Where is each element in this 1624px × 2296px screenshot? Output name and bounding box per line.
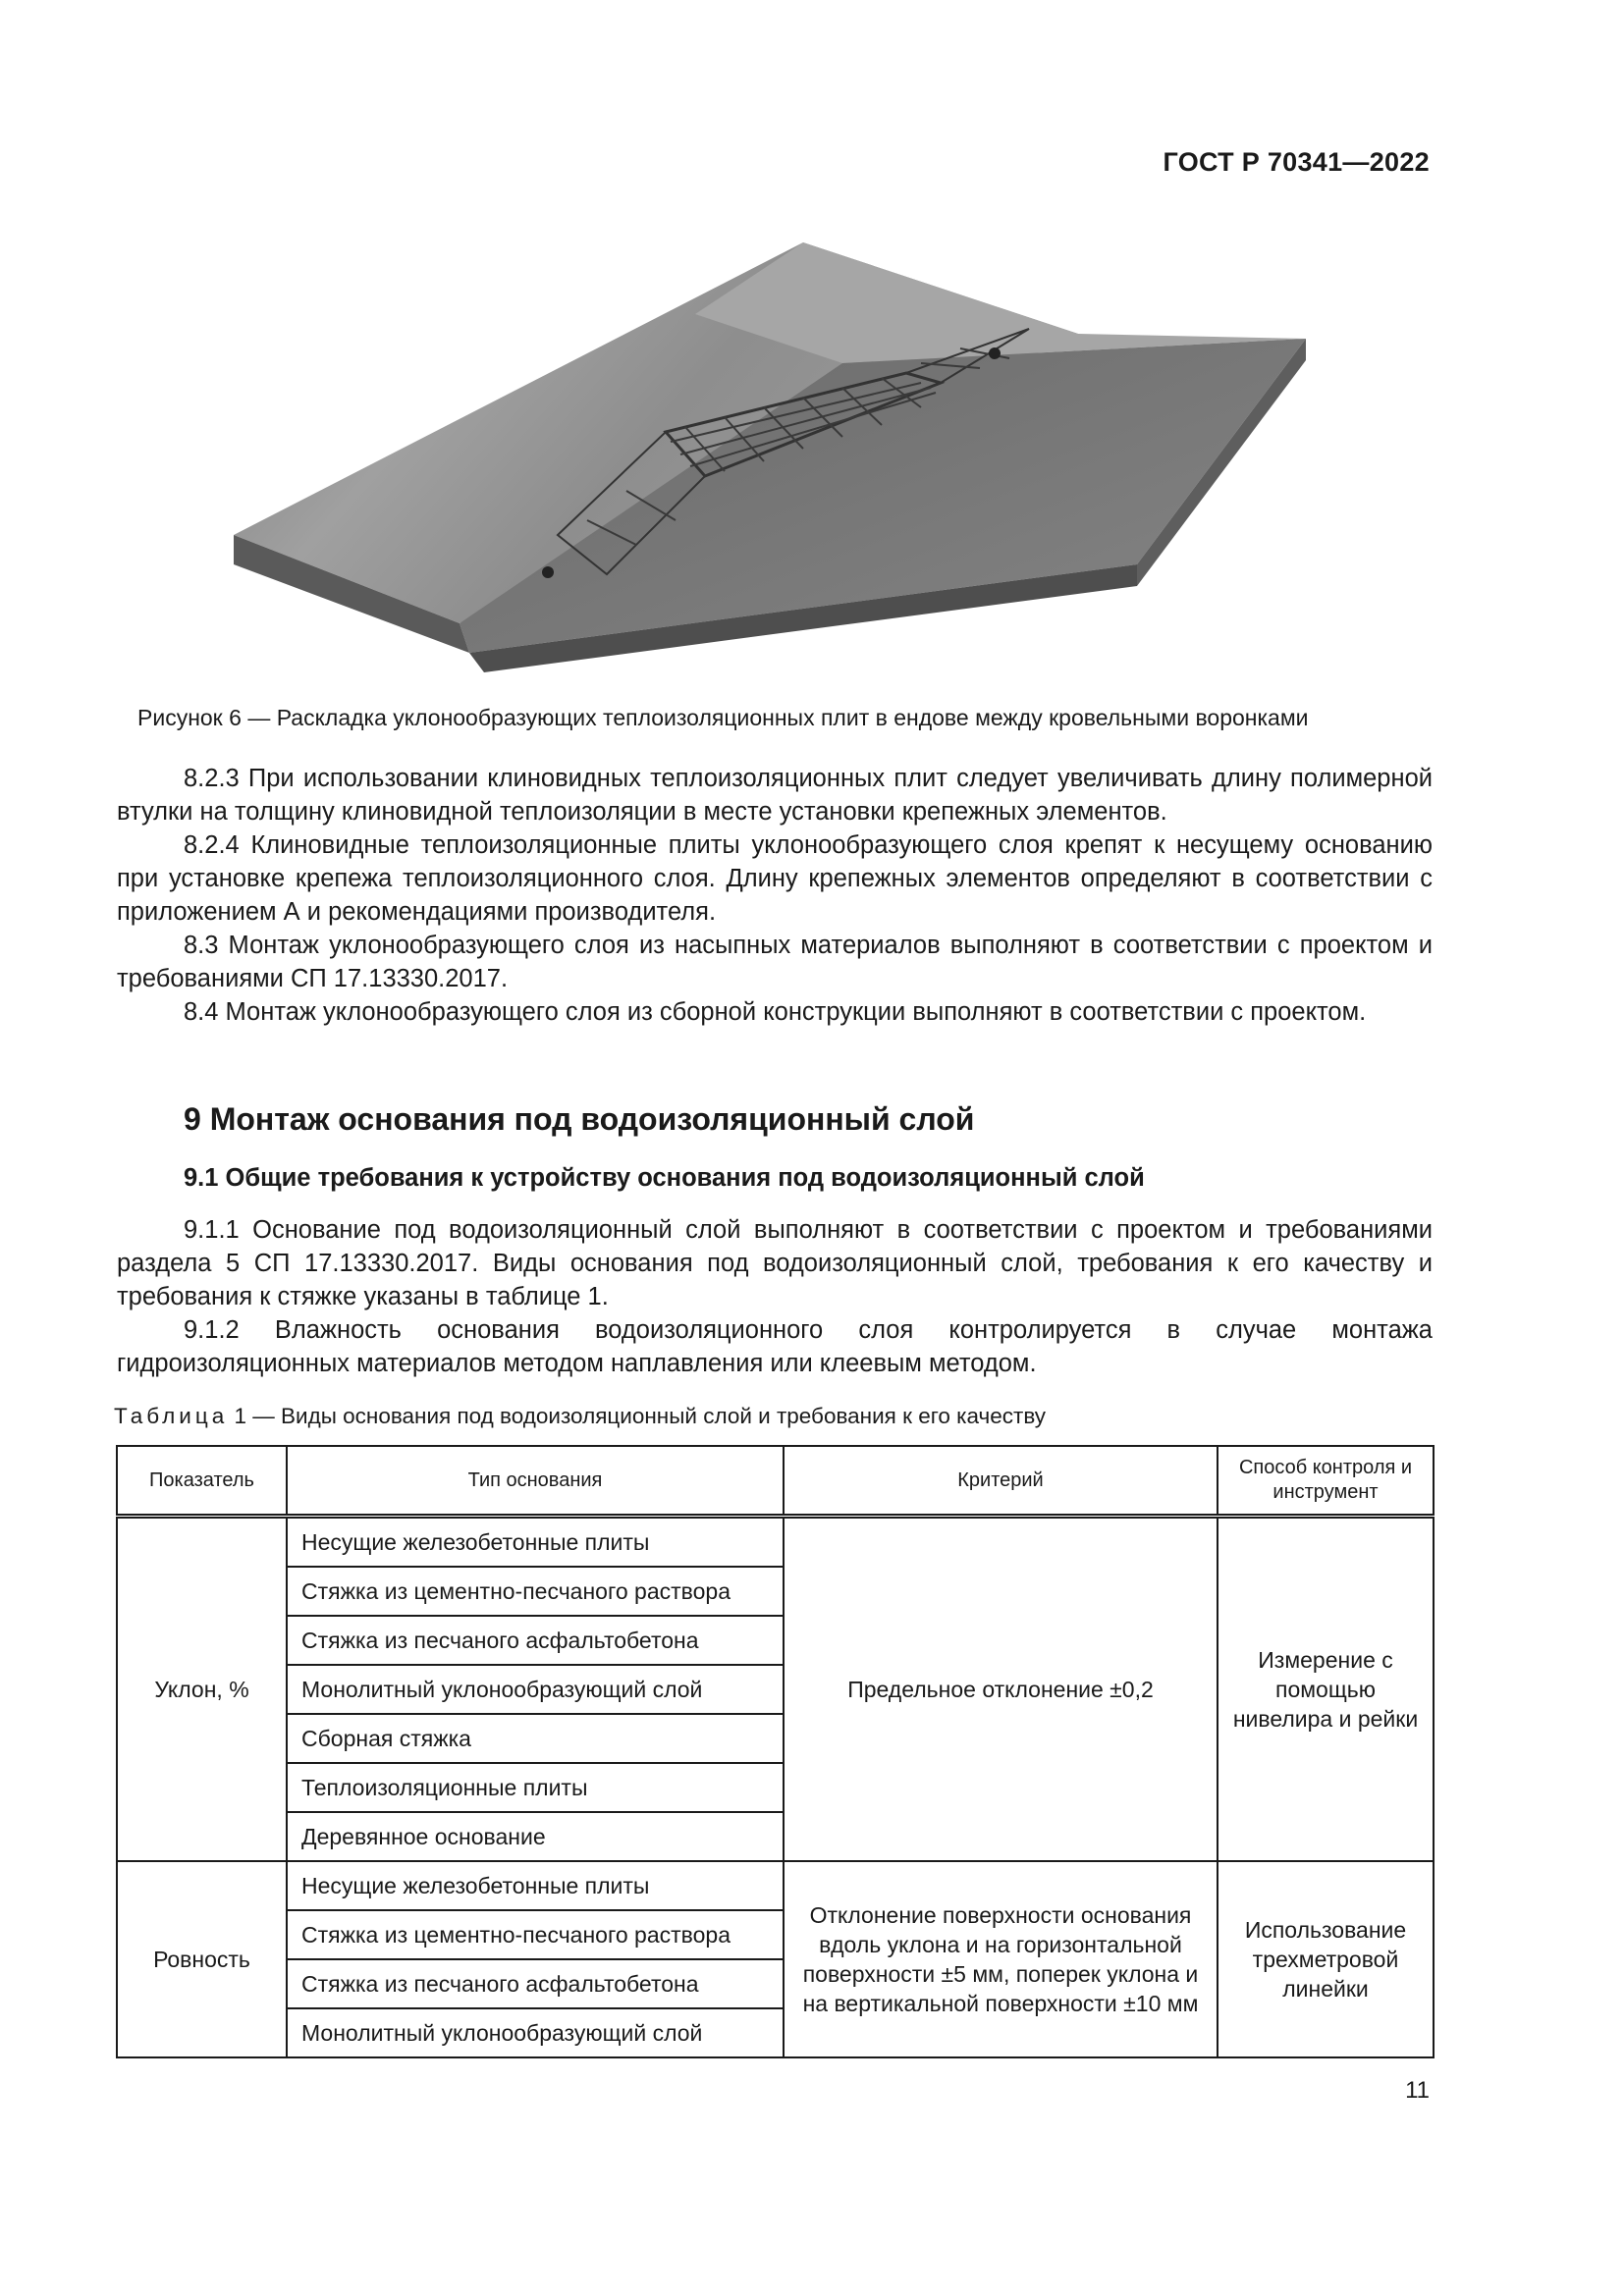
figure-roof-slab-illustration [234, 240, 1314, 672]
paragraph-8-2-3: 8.2.3 При использовании клиновидных теплоизоляционных плит следует увеличивать длину полимерной втулки на толщину клиновидной теплоизоляции в месте установки крепежных элементов. [117, 765, 1433, 826]
table-caption: Таблица 1 — Виды основания под водоизоляционный слой и требования к его качеству [114, 1404, 1047, 1428]
roof-drain-left [542, 566, 554, 578]
roof-drain-right [989, 347, 1001, 359]
paragraph-8-3: 8.3 Монтаж уклонообразующего слоя из насыпных материалов выполняют в соответствии с проектом и требованиями СП 17.13330.2017. [117, 932, 1433, 992]
figure-caption: Рисунок 6 — Раскладка уклонообразующих теплоизоляционных плит в ендове между кровельными воронками [137, 705, 1309, 730]
header-indicator: Показатель [117, 1446, 287, 1517]
standard-number: ГОСТ Р 70341—2022 [1163, 147, 1430, 177]
base-type-cell: Стяжка из песчаного асфальтобетона [287, 1959, 784, 2008]
table-base-types [116, 1445, 1435, 2058]
paragraph-9-1-1: 9.1.1 Основание под водоизоляционный слой выполняют в соответствии с проектом и требованиями раздела 5 СП 17.13330.2017. Виды основания под водоизоляционный слой, требования к его качеству и требования к стяжке указаны в таблице 1. [117, 1216, 1433, 1310]
base-type-cell: Монолитный уклонообразующий слой [287, 1665, 784, 1714]
base-type-cell: Стяжка из цементно-песчаного раствора [287, 1910, 784, 1959]
header-criterion: Критерий [784, 1446, 1218, 1517]
paragraph-8-2-4: 8.2.4 Клиновидные теплоизоляционные плиты уклонообразующего слоя крепят к несущему основанию при установке крепежа теплоизоляционного слоя. Длину крепежных элементов определяют в соответствии с приложением А и рекомендациями производителя. [117, 831, 1433, 926]
base-type-cell: Несущие железобетонные плиты [287, 1517, 784, 1568]
method-cell: Измерение с помощью нивелира и рейки [1218, 1517, 1434, 1862]
page-number: 11 [1405, 2077, 1430, 2104]
base-type-cell: Монолитный уклонообразующий слой [287, 2008, 784, 2057]
table-header-row [117, 1446, 1434, 1517]
header-base-type: Тип основания [287, 1446, 784, 1517]
table-row [117, 1517, 1434, 1568]
base-type-cell: Деревянное основание [287, 1812, 784, 1861]
base-type-cell: Стяжка из песчаного асфальтобетона [287, 1616, 784, 1665]
base-type-cell: Сборная стяжка [287, 1714, 784, 1763]
table-row [117, 1861, 1434, 1910]
base-type-cell: Теплоизоляционные плиты [287, 1763, 784, 1812]
paragraph-9-1-2: 9.1.2 Влажность основания водоизоляционного слоя контролируется в случае монтажа гидроизоляционных материалов методом наплавления или клеевым методом. [117, 1316, 1433, 1377]
header-control-method: Способ контроля и инструмент [1218, 1446, 1434, 1517]
roof-slab-drawing [234, 240, 1314, 672]
indicator-cell: Уклон, % [117, 1517, 287, 1862]
criterion-cell: Отклонение поверхности основания вдоль уклона и на горизонтальной поверхности ±5 мм, поперек уклона и на вертикальной поверхности ±10 мм [784, 1861, 1218, 2057]
section-heading: 9 Монтаж основания под водоизоляционный слой [184, 1101, 975, 1137]
base-type-cell: Несущие железобетонные плиты [287, 1861, 784, 1910]
subsection-heading: 9.1 Общие требования к устройству основания под водоизоляционный слой [184, 1164, 1145, 1192]
method-cell: Использование трехметровой линейки [1218, 1861, 1434, 2057]
paragraph-8-4: 8.4 Монтаж уклонообразующего слоя из сборной конструкции выполняют в соответствии с проектом. [184, 998, 1367, 1026]
base-type-cell: Стяжка из цементно-песчаного раствора [287, 1567, 784, 1616]
indicator-cell: Ровность [117, 1861, 287, 2057]
criterion-cell: Предельное отклонение ±0,2 [784, 1517, 1218, 1862]
